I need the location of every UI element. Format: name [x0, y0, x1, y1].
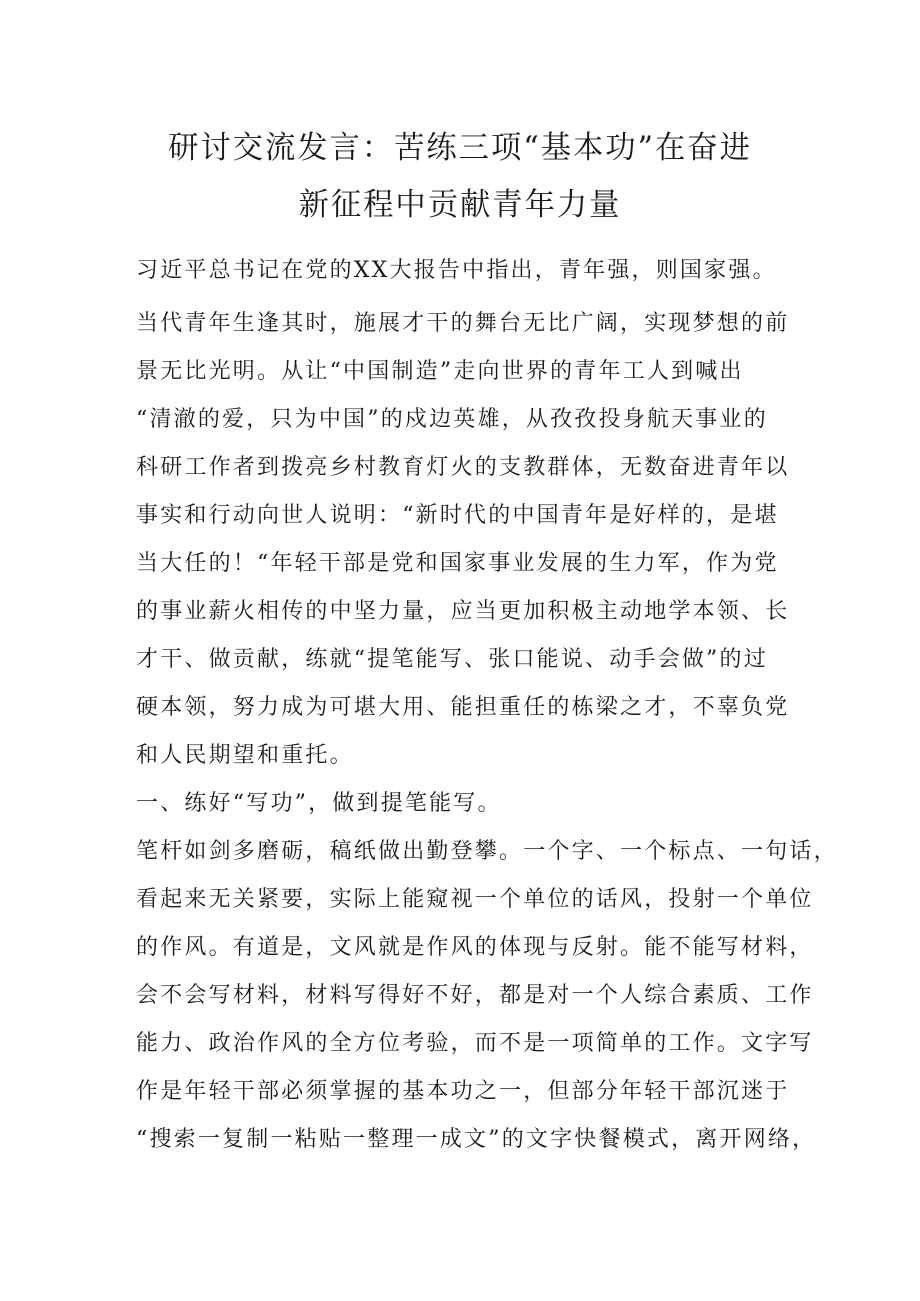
body-line: “清澈的爱，只为中国”的戍边英雄，从孜孜投身航天事业的 — [136, 407, 768, 432]
body-line: 和人民期望和重托。 — [136, 743, 354, 768]
body-line: “搜索一复制一粘贴一整理一成文”的文字快餐模式，离开网络， — [136, 1127, 817, 1152]
body-line: 笔杆如剑多磨砺，稿纸做出勤登攀。一个字、一个标点、一句话， — [136, 839, 838, 864]
body-line: 景无比光明。从让“中国制造”走向世界的青年工人到喊出 — [136, 359, 744, 384]
body-line: 科研工作者到拨亮乡村教育灯火的支教群体，无数奋进青年以 — [136, 455, 790, 480]
body-line: 事实和行动向世人说明：“新时代的中国青年是好样的，是堪 — [136, 503, 779, 528]
body-line: 的事业薪火相传的中坚力量，应当更加积极主动地学本领、长 — [136, 599, 790, 624]
document-title-line-2: 新征程中贡献青年力量 — [298, 187, 622, 223]
body-line: 作是年轻干部必须掌握的基本功之一，但部分年轻干部沉迷于 — [136, 1079, 790, 1104]
body-line: 习近平总书记在党的XX大报告中指出，青年强，则国家强。 — [136, 258, 777, 283]
body-line: 当大任的！“年轻干部是党和国家事业发展的生力军，作为党 — [136, 551, 779, 576]
body-line: 的作风。有道是，文风就是作风的体现与反射。能不能写材料， — [136, 935, 814, 960]
body-line: 才干、做贡献，练就“提笔能写、张口能说、动手会做”的过 — [136, 647, 768, 672]
body-line: 硬本领，努力成为可堪大用、能担重任的栋梁之才，不辜负党 — [136, 695, 790, 720]
body-line: 当代青年生逢其时，施展才干的舞台无比广阔，实现梦想的前 — [136, 311, 790, 336]
section-heading: 一、练好“写功”，做到提笔能写。 — [136, 791, 502, 816]
body-line: 看起来无关紧要，实际上能窥视一个单位的话风，投射一个单位 — [136, 887, 814, 912]
body-line: 会不会写材料，材料写得好不好，都是对一个人综合素质、工作 — [136, 983, 814, 1008]
document-title-line-1: 研讨交流发言：苦练三项“基本功”在奋进 — [168, 130, 752, 166]
body-line: 能力、政治作风的全方位考验，而不是一项简单的工作。文字写 — [136, 1031, 814, 1056]
